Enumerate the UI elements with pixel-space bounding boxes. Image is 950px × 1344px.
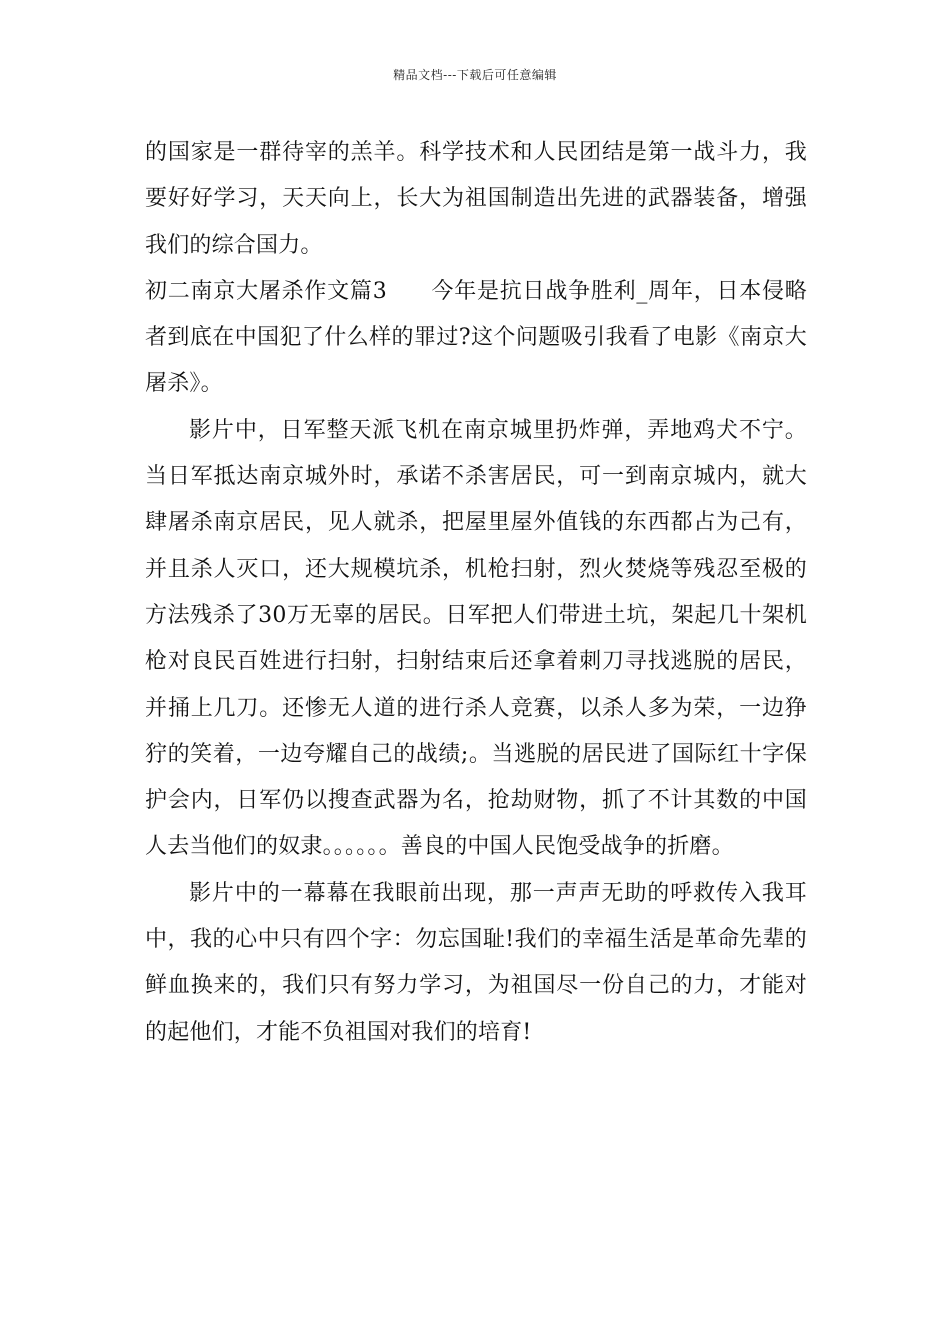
essay-title: 初二南京大屠杀作文篇3	[145, 278, 387, 304]
paragraph-reflection: 影片中的一幕幕在我眼前出现，那一声声无助的呼救传入我耳中，我的心中只有四个字：勿忘国耻!我们的幸福生活是革命先辈的鲜血换来的，我们只有努力学习，为祖国尽一份自己的力，才能对的起他们，才能不负祖国对我们的培育!	[145, 880, 807, 1045]
paragraph-essay-3	[145, 269, 807, 408]
document-body	[145, 130, 807, 1056]
paragraph-continuation: 的国家是一群待宰的羔羊。科学技术和人民团结是第一战斗力，我要好好学习，天天向上，长大为祖国制造出先进的武器装备，增强我们的综合国力。	[145, 140, 807, 258]
paragraph-film-scenes: 影片中，日军整天派飞机在南京城里扔炸弹，弄地鸡犬不宁。当日军抵达南京城外时，承诺不杀害居民，可一到南京城内，就大肆屠杀南京居民，见人就杀，把屋里屋外值钱的东西都占为己有，并且杀人灭口，还大规模坑杀，机枪扫射，烈火焚烧等残忍至极的方法残杀了30万无辜的居民。日军把人们带进土坑，架起几十架机枪对良民百姓进行扫射，扫射结束后还拿着刺刀寻找逃脱的居民，并捅上几刀。还惨无人道的进行杀人竞赛，以杀人多为荣，一边狰狞的笑着，一边夸耀自己的战绩;。当逃脱的居民进了国际红十字保护会内，日军仍以搜查武器为名，抢劫财物，抓了不计其数的中国人去当他们的奴隶。。。。。。善良的中国人民饱受战争的折磨。	[145, 417, 807, 860]
essay-intro: 今年是抗日战争胜利_周年，日本侵略者到底在中国犯了什么样的罪过?这个问题吸引我看了电影《南京大屠杀》。	[145, 278, 807, 397]
page-header: 精品文档---下载后可任意编辑	[393, 68, 557, 82]
